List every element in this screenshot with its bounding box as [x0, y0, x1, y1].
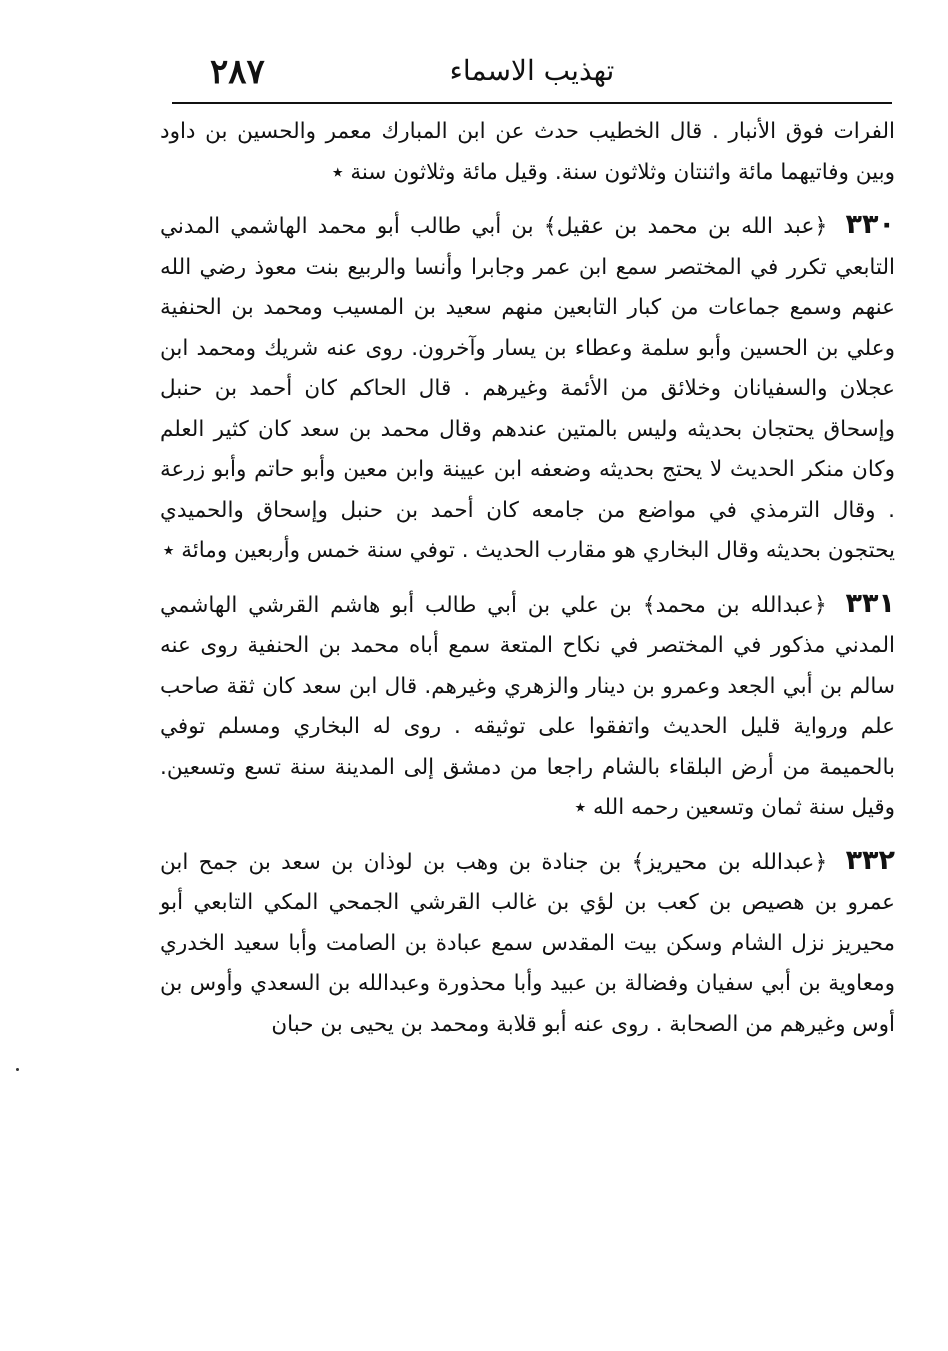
entry-number: ٣٣٢	[845, 844, 896, 876]
entry-331	[160, 584, 895, 829]
running-title: تهذيب الاسماء	[449, 54, 615, 87]
paragraph-text: بن جنادة بن وهب بن لوذان بن سعد بن جمح ابن عمرو بن هصيص بن كعب بن لؤي بن غالب القرشي الجمحي المكي التابعي أبو محيريز نزل الشام وسكن بيت المقدس سمع عبادة بن الصامت وأبا سعيد الخدري ومعاوية بن أبي سفيان وفضالة بن عبيد وأبا محذورة وعبدالله بن السعدي وأوس بن أوس وغيرهم من الصحابة . روى عنه أبو قلابة ومحمد بن يحيى بن حبان	[160, 849, 895, 1037]
page-body	[160, 112, 895, 1045]
entry-number: ٣٣٠	[845, 209, 895, 240]
page-number: ٢٨٧	[210, 52, 265, 92]
paragraph-continuation	[160, 112, 895, 193]
entry-332	[160, 841, 895, 1046]
paragraph-text: بن أبي طالب أبو محمد الهاشمي المدني التابعي تكرر في المختصر سمع ابن عمر وجابرا وأنسا والربيع بنت معوذ رضي الله عنهم وسمع جماعات من كبار التابعين منهم سعيد بن المسيب ومحمد بن الحنفية وعلي بن الحسين وأبو سلمة وعطاء بن يسار وآخرون. روى عنه شريك ومحمد ابن عجلان والسفيانان وخلائق من الأئمة وغيرهم . قال الحاكم كان أحمد بن حنبل وإسحاق يحتجان بحديثه وليس بالمتين عندهم وقال محمد بن سعد كان كثير العلم وكان منكر الحديث لا يحتج بحديثه وضعفه ابن عيينة وابن معين وأبو حاتم وأبو زرعة . وقال الترمذي في مواضع من جامعه كان أحمد بن حنبل وإسحاق والحميدي يحتجون بحديثه وقال البخاري هو مقارب الحديث . توفي سنة خمس وأربعين ومائة ٭	[160, 214, 895, 563]
entry-name: ﴿عبدالله بن محمد﴾	[642, 592, 827, 618]
paragraph-text: بن علي بن أبي طالب أبو هاشم القرشي الهاشمي المدني مذكور في المختصر في نكاح المتعة سمع أباه محمد بن الحنفية روى عنه سالم بن أبي الجعد وعمرو بن دينار والزهري وغيرهم. قال ابن سعد كان ثقة صاحب علم ورواية قليل الحديث واتفقوا على توثيقه . روى له البخاري ومسلم توفي بالحميمة من أرض البلقاء بالشام راجعا من دمشق إلى المدينة سنة تسع وتسعين. وقيل سنة ثمان وتسعين رحمه الله ٭	[160, 592, 895, 820]
paragraph-text: الفرات فوق الأنبار . قال الخطيب حدث عن ابن المبارك معمر والحسين بن داود وبين وفاتيهما مائة واثنتان وثلاثون سنة. وقيل مائة وثلاثون سنة ٭	[160, 119, 895, 185]
header-rule	[172, 102, 892, 104]
scan-speck	[16, 1068, 19, 1071]
entry-330	[160, 205, 895, 572]
entry-name: ﴿عبد الله بن محمد بن عقيل﴾	[543, 214, 828, 239]
entry-name: ﴿عبدالله بن محيريز﴾	[631, 849, 828, 875]
entry-number: ٣٣١	[845, 587, 895, 619]
page-header	[170, 48, 890, 100]
